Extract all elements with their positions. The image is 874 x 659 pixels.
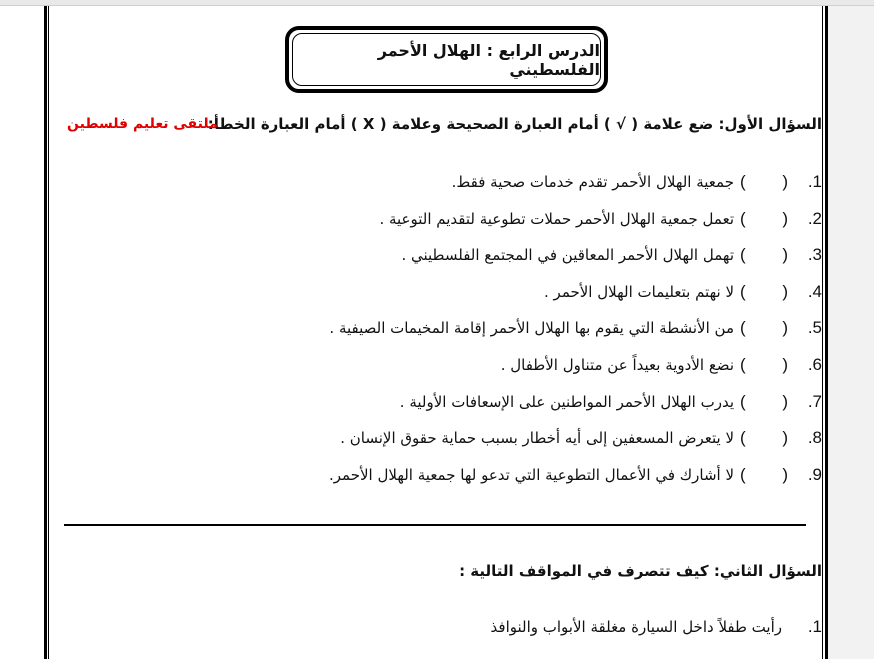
question1-item [400, 391, 822, 413]
paren-open: ( [740, 464, 746, 484]
lesson-title-box [292, 33, 601, 86]
paren-open: ( [740, 318, 746, 338]
right-page-border-thin [822, 6, 823, 659]
paren-close: ) [782, 391, 788, 411]
paren-close: ) [782, 172, 788, 191]
right-margin-area [828, 6, 874, 659]
question2-item [491, 617, 822, 637]
item-statement: تعمل جمعية الهلال الأحمر حملات تطوعية لتقديم التوعية . [379, 209, 734, 228]
watermark-text: ملتقى تعليم فلسطين [67, 116, 218, 132]
question1-item [544, 281, 822, 303]
paren-close: ) [782, 281, 788, 301]
section-divider [64, 524, 806, 526]
item-number: .1 [807, 172, 822, 191]
item-statement: رأيت طفلاً داخل السيارة مغلقة الأبواب والنوافذ [490, 618, 782, 636]
paren-close: ) [782, 428, 788, 448]
item-number: .9 [807, 464, 822, 484]
left-page-border-thick [44, 6, 47, 659]
paren-open: ( [740, 355, 746, 374]
item-number: .1 [807, 617, 822, 636]
question1-item [329, 317, 822, 339]
viewer-top-bar [0, 0, 874, 6]
paren-open: ( [740, 172, 746, 191]
item-number: .5 [807, 318, 822, 338]
answer-blank[interactable] [740, 282, 788, 302]
question1-item [379, 208, 822, 230]
paren-close: ) [782, 245, 788, 265]
paren-close: ) [782, 355, 788, 374]
item-number: .3 [807, 245, 822, 265]
item-statement: جمعية الهلال الأحمر تقدم خدمات صحية فقط. [451, 173, 734, 191]
answer-blank[interactable] [740, 392, 788, 412]
item-number: .2 [807, 208, 822, 228]
item-number: .7 [807, 391, 822, 411]
question2-heading: السؤال الثاني: كيف تتصرف في المواقف التالية : [459, 562, 822, 580]
question1-item [329, 464, 822, 486]
question1-heading: السؤال الأول: ضع علامة ( √ ) أمام العبارة الصحيحة وعلامة ( X ) أمام العبارة الخطأ: [207, 115, 822, 133]
answer-blank[interactable] [740, 209, 788, 229]
question1-item [501, 354, 822, 376]
item-statement: يدرب الهلال الأحمر المواطنين على الإسعافات الأولية . [399, 392, 734, 411]
paren-close: ) [782, 208, 788, 228]
answer-blank[interactable] [740, 318, 788, 338]
answer-blank[interactable] [740, 355, 788, 375]
question1-item [340, 427, 822, 449]
question1-item [452, 171, 822, 193]
answer-blank[interactable] [740, 428, 788, 448]
paren-close: ) [782, 318, 788, 338]
answer-blank[interactable] [740, 465, 788, 485]
paren-open: ( [740, 281, 746, 301]
paren-open: ( [740, 428, 746, 448]
lesson-title: الدرس الرابع : الهلال الأحمر الفلسطيني [377, 40, 600, 79]
item-statement: من الأنشطة التي يقوم بها الهلال الأحمر إقامة المخيمات الصيفية . [329, 319, 734, 338]
item-number: .6 [807, 355, 822, 374]
item-number: .4 [807, 281, 822, 301]
item-statement: لا يتعرض المسعفين إلى أيه أخطار بسبب حماية حقوق الإنسان . [340, 429, 734, 448]
item-statement: لا نهتم بتعليمات الهلال الأحمر . [544, 282, 734, 301]
paren-close: ) [782, 464, 788, 484]
paren-open: ( [740, 208, 746, 228]
answer-blank[interactable] [740, 245, 788, 265]
paren-open: ( [740, 245, 746, 265]
left-page-border-thin [48, 6, 49, 659]
paren-open: ( [740, 391, 746, 411]
answer-blank[interactable] [740, 172, 788, 192]
item-number: .8 [807, 428, 822, 448]
item-statement: تهمل الهلال الأحمر المعاقين في المجتمع الفلسطيني . [401, 246, 734, 265]
item-statement: لا أشارك في الأعمال التطوعية التي تدعو لها جمعية الهلال الأحمر. [329, 465, 734, 484]
question1-item [401, 244, 822, 266]
item-statement: نضع الأدوية بعيداً عن متناول الأطفال . [500, 356, 734, 374]
